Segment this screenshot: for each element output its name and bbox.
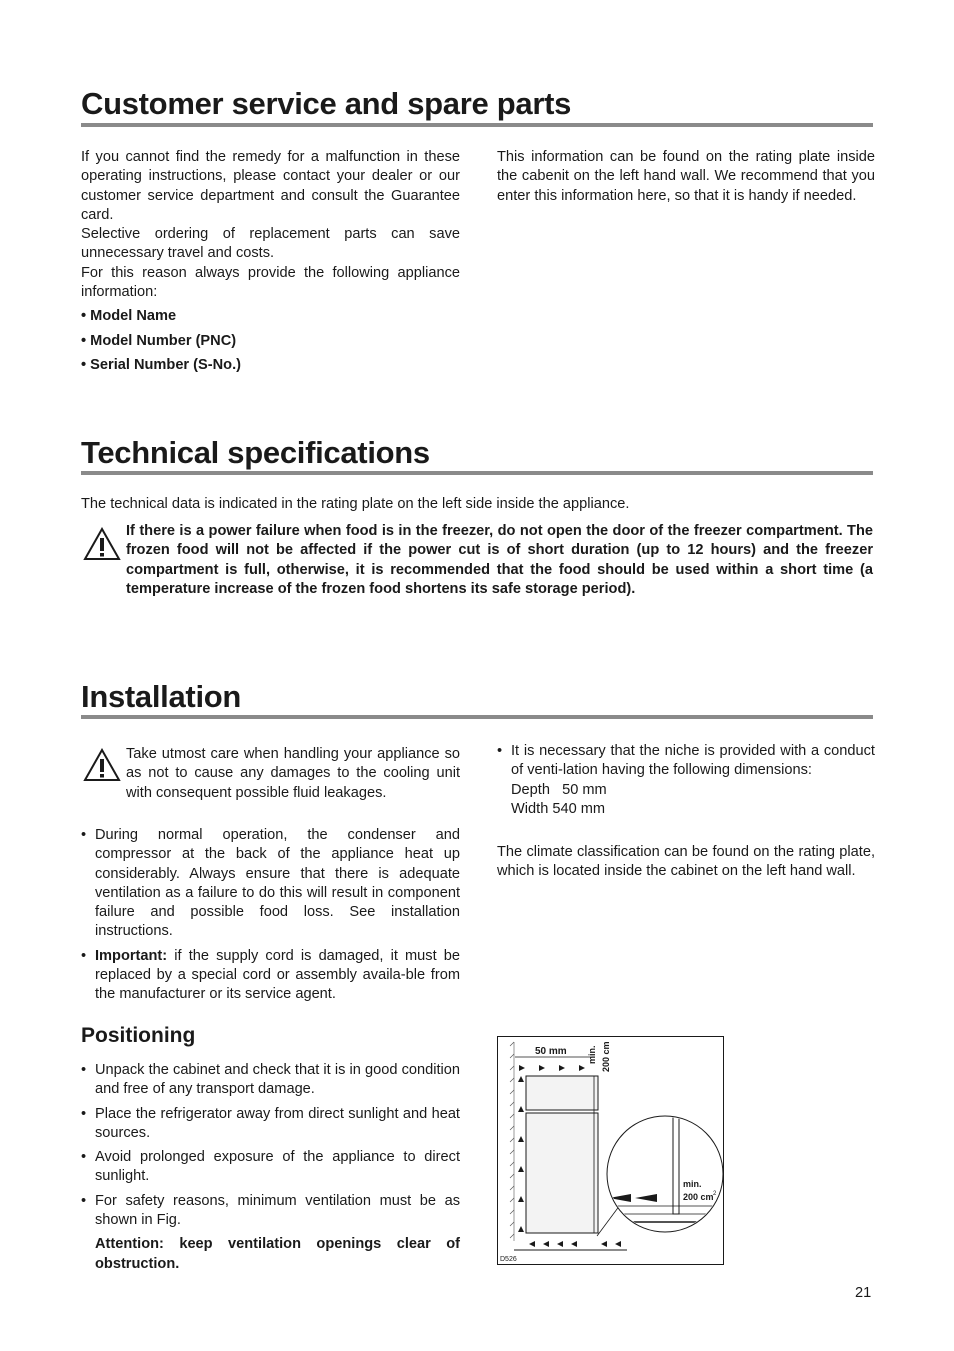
important-label: Important: xyxy=(95,947,168,964)
list-item: • During normal operation, the condenser and compressor at the back of the appliance heat up considerably. Always ensure that there is adequate ventilation as a failure to do this will result in component failure and possible food loss. See installation instructions. xyxy=(81,826,460,942)
depth-dimension: Depth 50 mm xyxy=(511,781,607,798)
paragraph: If you cannot find the remedy for a malfunction in these operating instructions, please contact your dealer or our customer service department and consult the Guarantee card. xyxy=(81,149,460,223)
figure-label-min-top: min. xyxy=(587,1045,597,1064)
positioning-bullets xyxy=(81,1061,460,1274)
section-title-installation: Installation xyxy=(81,679,242,714)
attention-note: Attention: keep ventilation openings clear of obstruction. xyxy=(95,1236,460,1272)
paragraph: For this reason always provide the following appliance information: xyxy=(81,264,460,301)
subsection-title-positioning: Positioning xyxy=(81,1024,196,1047)
important-text: if the supply cord is damaged, it must be replaced by a special cord or assembly availa-ble from the manufacturer or its service agent. xyxy=(95,947,460,1003)
installation-left-bullets xyxy=(81,826,460,1010)
list-item: • Place the refrigerator away from direct sunlight and heat sources. xyxy=(81,1105,460,1144)
figure-label-superscript: 2 xyxy=(713,1191,717,1197)
warning-icon xyxy=(83,748,121,782)
handling-warning: Take utmost care when handling your appliance so as not to cause any damages to the cooling unit with consequent possible fluid leakages. xyxy=(126,746,460,801)
appliance-info-list xyxy=(81,307,460,375)
list-item: • Model Name xyxy=(81,308,177,325)
ventilation-text: It is necessary that the niche is provided with a conduct of venti-lation having the following dimensions: xyxy=(511,743,875,779)
figure-label-200cm-top: 200 cm xyxy=(601,1041,611,1072)
technical-intro xyxy=(81,495,873,514)
list-item: • Avoid prolonged exposure of the appliance to direct sunlight. xyxy=(81,1148,460,1187)
width-dimension: Width 540 mm xyxy=(511,800,606,817)
power-failure-warning: If there is a power failure when food is in the freezer, do not open the door of the freezer compartment. The frozen food will not be affected if the power cut is of short duration (up to 12 hours) and the freezer compartment is full, otherwise, it is recommended that the food should be used within a short time (a temperature increase of the frozen food shortens its safe storage period). xyxy=(126,523,873,597)
page-number: 21 xyxy=(855,1285,872,1301)
list-item: • Unpack the cabinet and check that it is in good condition and free of any transport damage. xyxy=(81,1061,460,1100)
paragraph: Selective ordering of replacement parts can save unnecessary travel and costs. xyxy=(81,226,460,262)
ventilation-diagram xyxy=(497,1036,725,1266)
refrigerator-body xyxy=(526,1113,598,1233)
installation-right-column xyxy=(497,742,875,882)
freezer-compartment xyxy=(526,1076,598,1110)
customer-right-column xyxy=(497,148,875,206)
section-rule xyxy=(81,715,873,719)
section-rule xyxy=(81,123,873,127)
section-title-technical-specifications: Technical specifications xyxy=(81,435,430,470)
detail-circle xyxy=(607,1116,723,1232)
list-item xyxy=(81,947,460,1005)
paragraph: The technical data is indicated in the rating plate on the left side inside the appliance. xyxy=(81,496,630,512)
figure-label-min-bottom: min. xyxy=(683,1179,702,1189)
figure-code: D526 xyxy=(500,1256,517,1263)
list-item: • Model Number (PNC) xyxy=(81,332,237,349)
list-item: • For safety reasons, minimum ventilation must be as shown in Fig. xyxy=(81,1192,460,1231)
figure-label-200cm-bottom: 200 cm xyxy=(683,1192,714,1202)
section-rule xyxy=(81,471,873,475)
list-item: • Serial Number (S-No.) xyxy=(81,356,241,373)
section-title-customer-service: Customer service and spare parts xyxy=(81,86,572,121)
customer-left-column xyxy=(81,148,460,380)
climate-paragraph: The climate classification can be found on the rating plate, which is located inside the cabinet on the left hand wall. xyxy=(497,844,875,880)
warning-icon xyxy=(83,527,121,561)
figure-label-50mm: 50 mm xyxy=(535,1046,567,1057)
paragraph: This information can be found on the rating plate inside the cabenit on the left hand wall. We recommend that you enter this information here, so that it is handy if needed. xyxy=(497,149,875,204)
list-item xyxy=(497,742,875,819)
